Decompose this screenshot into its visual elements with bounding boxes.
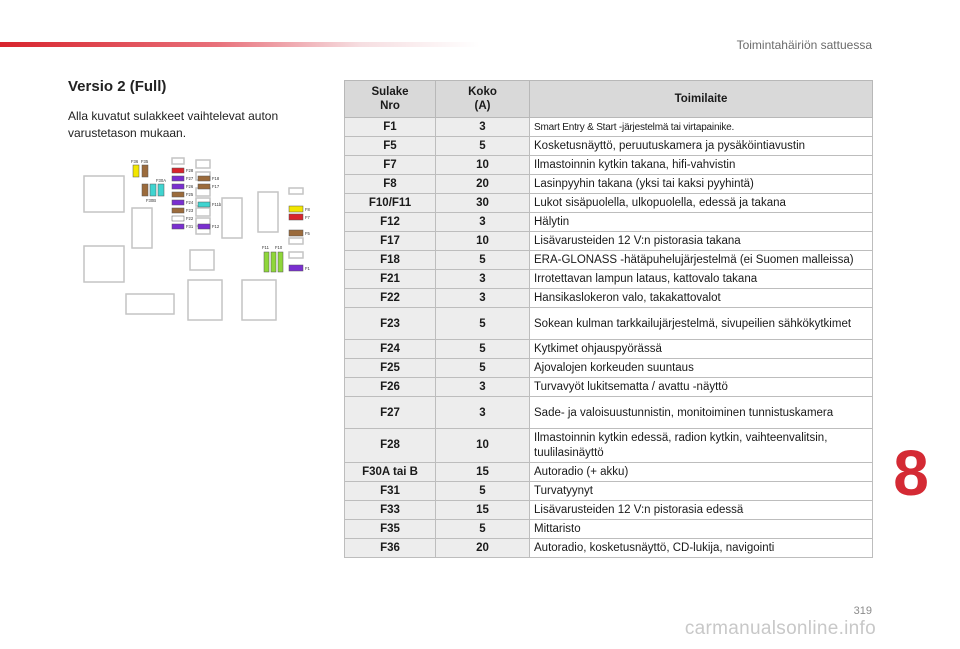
fuse-f10: [278, 252, 283, 272]
diagram-label-f27: F27: [186, 176, 194, 181]
fuse-f11: [264, 252, 269, 272]
fuse-f17: [198, 184, 210, 189]
relay-block-6: [190, 250, 214, 270]
fuse-number-cell: F25: [345, 359, 436, 378]
fuse-number-cell: F10/F11: [345, 194, 436, 213]
header-toimilaite: Toimilaite: [530, 81, 873, 118]
relay-block-19: [289, 238, 303, 244]
fuse-amperage-cell: 3: [436, 270, 530, 289]
fuse-box-diagram: [82, 152, 322, 332]
table-row: [345, 520, 873, 539]
fuse-f30a: [142, 184, 148, 196]
fuse-function-cell: Irrotettavan lampun lataus, kattovalo takana: [530, 270, 873, 289]
fuse-function-cell: Sade- ja valoisuustunnistin, monitoiminen tunnistuskamera: [530, 397, 873, 429]
watermark: carmanualsonline.info: [684, 618, 876, 639]
diagram-label-f7: F7: [305, 215, 310, 220]
diagram-label-f11: F11: [262, 245, 269, 250]
table-row: [345, 213, 873, 232]
fuse-f24: [172, 200, 184, 205]
table-row: [345, 270, 873, 289]
section-title: Versio 2 (Full): [68, 78, 167, 95]
fuse-amperage-cell: 10: [436, 429, 530, 463]
fuse-f26: [172, 184, 184, 189]
fuse-function-cell: Lisävarusteiden 12 V:n pistorasia takana: [530, 232, 873, 251]
header-koko: Koko (A): [436, 81, 530, 118]
fuse-number-cell: F8: [345, 175, 436, 194]
fuse-amperage-cell: 5: [436, 137, 530, 156]
fuse-function-cell: Turvatyynyt: [530, 482, 873, 501]
table-row: [345, 232, 873, 251]
fuse-number-cell: F30A tai B: [345, 463, 436, 482]
table-row: [345, 251, 873, 270]
fuse-function-cell: Hansikaslokeron valo, takakattovalot: [530, 289, 873, 308]
fuse-number-cell: F18: [345, 251, 436, 270]
fuse-f35: [142, 165, 148, 177]
fuse-amperage-cell: 20: [436, 539, 530, 558]
fuse-number-cell: F31: [345, 482, 436, 501]
fuse-amperage-cell: 10: [436, 232, 530, 251]
fuse-f12: [198, 224, 210, 229]
fuse-amperage-cell: 30: [436, 194, 530, 213]
diagram-label-f25: F25: [186, 192, 194, 197]
relay-block-5: [258, 192, 278, 232]
relay-block-18: [289, 188, 303, 194]
diagram-label-f28: F28: [186, 168, 194, 173]
table-row: [345, 397, 873, 429]
fuse-number-cell: F24: [345, 340, 436, 359]
fuse-function-cell: Turvavyöt lukitsematta / avattu -näyttö: [530, 378, 873, 397]
fuse-f11b: [198, 202, 210, 207]
table-row: [345, 482, 873, 501]
diagram-label-f26: F26: [186, 184, 194, 189]
fuse-amperage-cell: 3: [436, 397, 530, 429]
fuse-function-cell: Kytkimet ohjauspyörässä: [530, 340, 873, 359]
fuse-table-header: [345, 81, 873, 118]
fuse-amperage-cell: 3: [436, 289, 530, 308]
diagram-label-f17: F17: [212, 184, 220, 189]
fuse-amperage-cell: 5: [436, 340, 530, 359]
fuse-amperage-cell: 10: [436, 156, 530, 175]
fuse-function-cell: Lukot sisäpuolella, ulkopuolella, edessä ja takana: [530, 194, 873, 213]
fuse-f22: [172, 216, 184, 221]
fuse-function-cell: Kosketusnäyttö, peruutuskamera ja pysäköintiavustin: [530, 137, 873, 156]
table-row: [345, 340, 873, 359]
fuse-table: [344, 80, 873, 558]
diagram-label-f10: F10: [275, 245, 283, 250]
diagram-label-f11b: F11b: [212, 202, 222, 207]
relay-block-10: [196, 160, 210, 168]
fuse-number-cell: F12: [345, 213, 436, 232]
fuse-f36: [133, 165, 139, 177]
fuse-f28: [172, 168, 184, 173]
fuse-function-cell: Smart Entry & Start -järjestelmä tai virtapainike.: [530, 118, 873, 137]
table-row: [345, 463, 873, 482]
diagram-label-f31: F31: [186, 224, 194, 229]
fuse-f5: [289, 230, 303, 236]
fuse-f1: [289, 265, 303, 271]
diagram-label-f30a: F30A: [156, 178, 167, 183]
fuse-amperage-cell: 3: [436, 213, 530, 232]
fuse-function-cell: Mittaristo: [530, 520, 873, 539]
relay-block-20: [289, 252, 303, 258]
fuse-number-cell: F26: [345, 378, 436, 397]
table-row: [345, 289, 873, 308]
relay-block-3: [84, 246, 124, 282]
diagram-label-f1: F1: [305, 266, 310, 271]
diagram-label-f5: F5: [305, 231, 310, 236]
fuse-amperage-cell: 20: [436, 175, 530, 194]
diagram-label-f8: F8: [305, 207, 310, 212]
fuse-f25: [172, 192, 184, 197]
fuse-f27: [172, 176, 184, 181]
fuse-function-cell: Ilmastoinnin kytkin edessä, radion kytkin, vaihteenvalitsin, tuulilasinäyttö: [530, 429, 873, 463]
fuse-function-cell: Lisävarusteiden 12 V:n pistorasia edessä: [530, 501, 873, 520]
fuse-number-cell: F33: [345, 501, 436, 520]
fuse-f30b-2: [158, 184, 164, 196]
fuse-f11-2: [271, 252, 276, 272]
diagram-label-f24: F24: [186, 200, 194, 205]
fuse-f7: [289, 214, 303, 220]
fuse-function-cell: Lasinpyyhin takana (yksi tai kaksi pyyhintä): [530, 175, 873, 194]
table-row: [345, 118, 873, 137]
relay-block-17: [172, 158, 184, 164]
fuse-number-cell: F22: [345, 289, 436, 308]
relay-block-7: [126, 294, 174, 314]
table-row: [345, 378, 873, 397]
fuse-number-cell: F17: [345, 232, 436, 251]
fuse-number-cell: F21: [345, 270, 436, 289]
fuse-amperage-cell: 5: [436, 482, 530, 501]
page-number: 319: [853, 605, 872, 617]
fuse-number-cell: F5: [345, 137, 436, 156]
table-row: [345, 175, 873, 194]
table-row: [345, 501, 873, 520]
fuse-number-cell: F1: [345, 118, 436, 137]
relay-block-2: [132, 208, 152, 248]
fuse-f31: [172, 224, 184, 229]
chapter-number: 8: [893, 437, 929, 509]
fuse-function-cell: Ilmastoinnin kytkin takana, hifi-vahvistin: [530, 156, 873, 175]
diagram-label-f23: F23: [186, 208, 194, 213]
fuse-f8: [289, 206, 303, 212]
intro-text: Alla kuvatut sulakkeet vaihtelevat auton varustetason mukaan.: [68, 109, 279, 140]
diagram-label-f36: F36: [131, 159, 139, 164]
diagram-label-f30b: F30B: [146, 198, 157, 203]
relay-block-1: [84, 176, 124, 212]
fuse-function-cell: ERA-GLONASS -hätäpuhelujärjestelmä (ei Suomen malleissa): [530, 251, 873, 270]
diagram-label-f35: F35: [141, 159, 149, 164]
fuse-number-cell: F7: [345, 156, 436, 175]
diagram-label-f12: F12: [212, 224, 220, 229]
fuse-f18: [198, 176, 210, 181]
table-row: [345, 308, 873, 340]
header-accent-bar: [0, 42, 480, 47]
fuse-number-cell: F28: [345, 429, 436, 463]
relay-block-14: [196, 208, 210, 216]
fuse-number-cell: F35: [345, 520, 436, 539]
fuse-table-body: [345, 118, 873, 558]
header-title: Toimintahäiriön sattuessa: [736, 38, 872, 52]
fuse-amperage-cell: 15: [436, 501, 530, 520]
fuse-function-cell: Ajovalojen korkeuden suuntaus: [530, 359, 873, 378]
fuse-amperage-cell: 5: [436, 359, 530, 378]
table-row: [345, 359, 873, 378]
fuse-f30b: [150, 184, 156, 196]
fuse-function-cell: Autoradio, kosketusnäyttö, CD-lukija, navigointi: [530, 539, 873, 558]
fuse-f23: [172, 208, 184, 213]
fuse-number-cell: F23: [345, 308, 436, 340]
fuse-amperage-cell: 5: [436, 520, 530, 539]
fuse-amperage-cell: 5: [436, 251, 530, 270]
table-row: [345, 156, 873, 175]
table-row: [345, 539, 873, 558]
diagram-label-f18: F18: [212, 176, 220, 181]
header-nro: Sulake Nro: [345, 81, 436, 118]
fuse-number-cell: F27: [345, 397, 436, 429]
relay-block-4: [222, 198, 242, 238]
fuse-amperage-cell: 3: [436, 378, 530, 397]
table-row: [345, 429, 873, 463]
fuse-function-cell: Autoradio (+ akku): [530, 463, 873, 482]
fuse-amperage-cell: 15: [436, 463, 530, 482]
fuse-function-cell: Hälytin: [530, 213, 873, 232]
fuse-function-cell: Sokean kulman tarkkailujärjestelmä, sivupeilien sähkökytkimet: [530, 308, 873, 340]
fuse-amperage-cell: 5: [436, 308, 530, 340]
table-row: [345, 194, 873, 213]
fuse-amperage-cell: 3: [436, 118, 530, 137]
relay-block-9: [242, 280, 276, 320]
diagram-label-f22: F22: [186, 216, 194, 221]
relay-block-8: [188, 280, 222, 320]
table-row: [345, 137, 873, 156]
fuse-number-cell: F36: [345, 539, 436, 558]
